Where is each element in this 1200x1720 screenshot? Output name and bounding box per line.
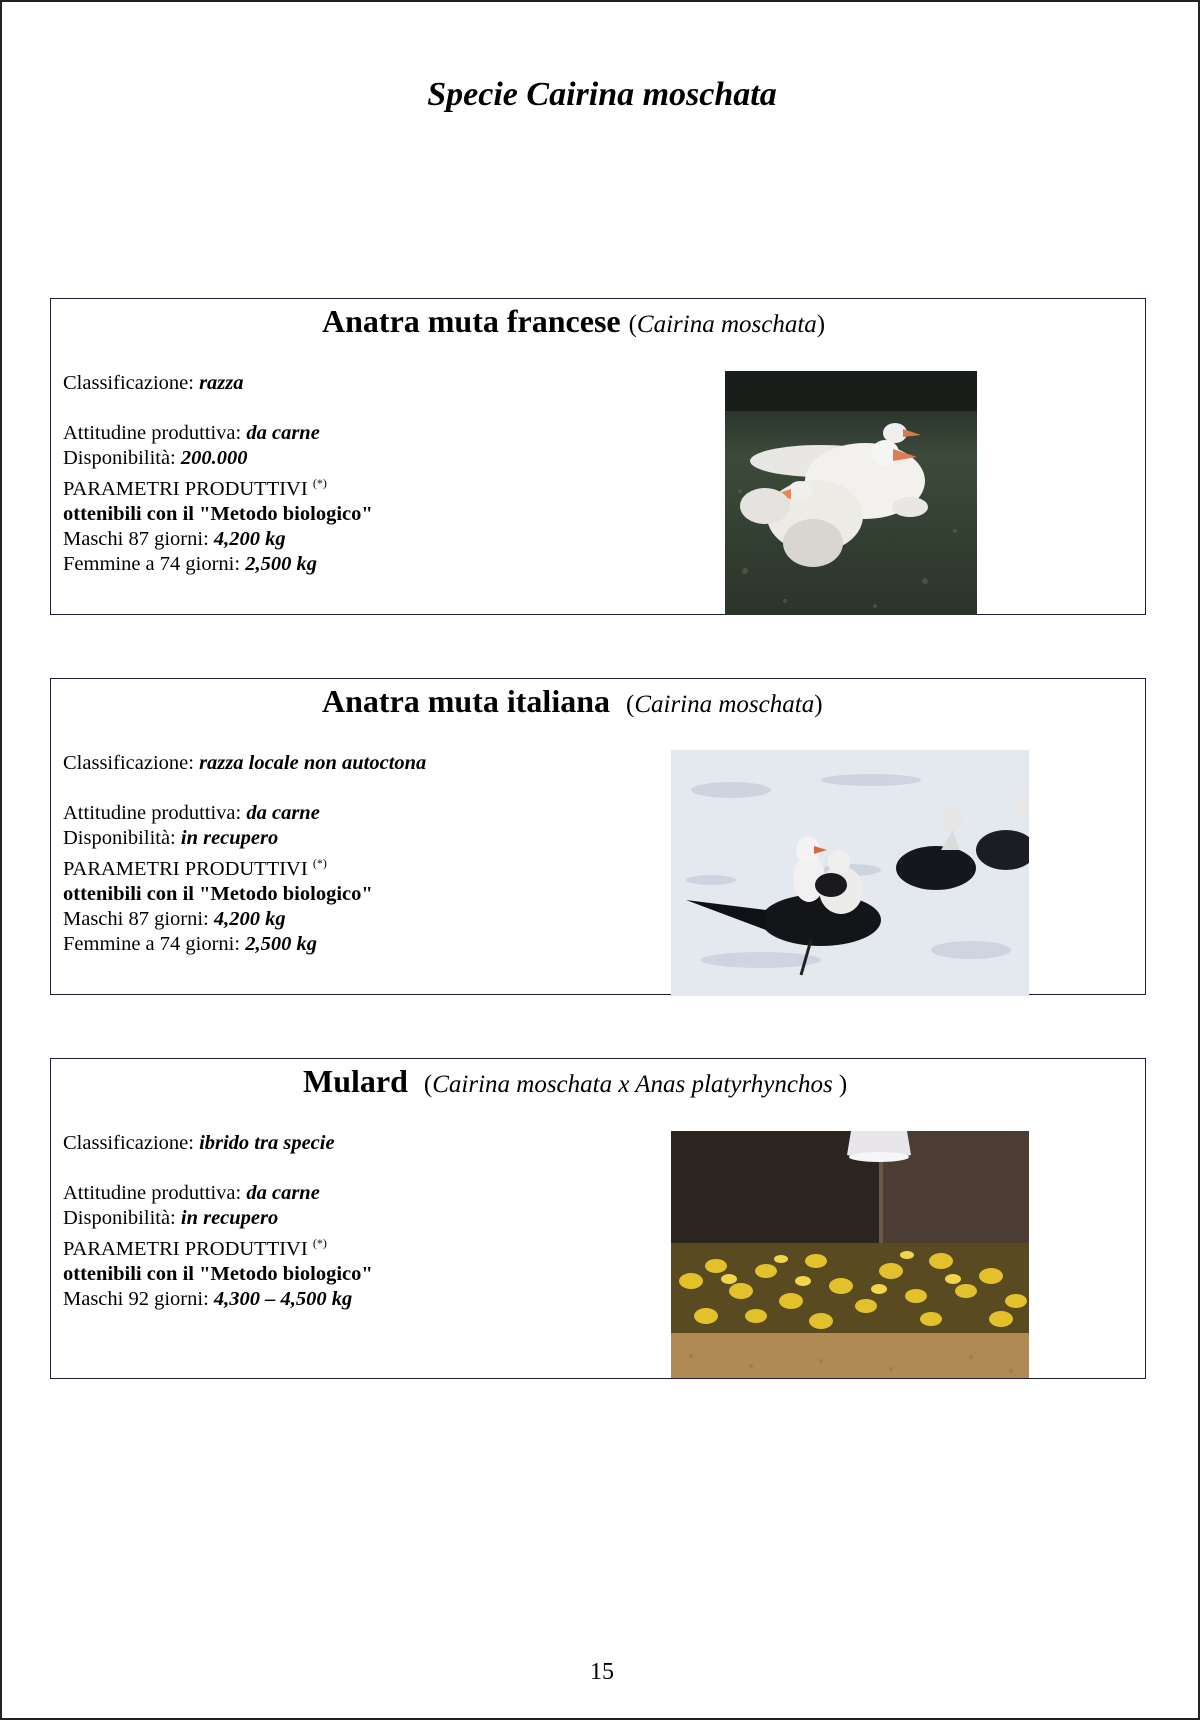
females-value: 2,500 kg: [245, 553, 317, 575]
classification-value: razza locale non autoctona: [199, 752, 427, 774]
males-label: Maschi 87 giorni:: [63, 528, 209, 550]
breed-card-anatra-muta-italiana: [50, 678, 1146, 995]
availability-label: Disponibilità:: [63, 1207, 176, 1229]
breed-card-anatra-muta-francese: [50, 298, 1146, 615]
params-label: PARAMETRI PRODUTTIVI: [63, 478, 308, 500]
breed-scientific-name: Cairina moschata: [634, 691, 815, 718]
attitude-label: Attitudine produttiva:: [63, 1182, 242, 1204]
availability-value: 200.000: [180, 447, 248, 469]
breed-title: Anatra muta francese (Cairina moschata): [322, 303, 826, 339]
males-value: 4,300 – 4,500 kg: [213, 1288, 353, 1310]
method-text: ottenibili con il "Metodo biologico": [63, 503, 373, 525]
page-title: Specie Cairina moschata: [427, 76, 777, 113]
males-value: 4,200 kg: [213, 528, 286, 550]
method-text: ottenibili con il "Metodo biologico": [63, 1263, 373, 1285]
availability-value: in recupero: [180, 1207, 279, 1229]
attitude-value: da carne: [246, 422, 320, 444]
page-number: 15: [590, 1659, 614, 1685]
breed-name: Anatra muta italiana: [322, 683, 610, 719]
photo-ducklings: [671, 1131, 1029, 1378]
males-value: 4,200 kg: [213, 908, 286, 930]
males-label: Maschi 92 giorni:: [63, 1288, 209, 1310]
breed-title: Mulard (Cairina moschata x Anas platyrhynchos ): [303, 1063, 848, 1099]
classification-label: Classificazione:: [63, 1132, 194, 1154]
attitude-value: da carne: [246, 802, 320, 824]
classification-label: Classificazione:: [63, 752, 194, 774]
breed-name: Mulard: [303, 1063, 408, 1099]
params-label: PARAMETRI PRODUTTIVI: [63, 858, 308, 880]
availability-value: in recupero: [180, 827, 279, 849]
females-label: Femmine a 74 giorni:: [63, 933, 241, 955]
params-footnote: (*): [312, 1236, 327, 1250]
params-footnote: (*): [312, 856, 327, 870]
breed-scientific-name: Cairina moschata x Anas platyrhynchos: [432, 1071, 833, 1098]
breed-title: Anatra muta italiana (Cairina moschata): [322, 683, 823, 719]
classification-value: ibrido tra specie: [199, 1132, 335, 1154]
params-footnote: (*): [312, 476, 327, 490]
females-value: 2,500 kg: [245, 933, 317, 955]
breed-card-mulard: [50, 1058, 1146, 1379]
attitude-value: da carne: [246, 1182, 320, 1204]
availability-label: Disponibilità:: [63, 827, 176, 849]
params-label: PARAMETRI PRODUTTIVI: [63, 1238, 308, 1260]
method-text: ottenibili con il "Metodo biologico": [63, 883, 373, 905]
attitude-label: Attitudine produttiva:: [63, 422, 242, 444]
photo-ducks-on-snow: [671, 750, 1029, 996]
breed-info: [63, 751, 426, 957]
breed-scientific-name: Cairina moschata: [636, 311, 817, 338]
classification-label: Classificazione:: [63, 372, 194, 394]
attitude-label: Attitudine produttiva:: [63, 802, 242, 824]
females-label: Femmine a 74 giorni:: [63, 553, 241, 575]
availability-label: Disponibilità:: [63, 447, 176, 469]
breed-name: Anatra muta francese: [322, 303, 621, 339]
breed-info: [63, 371, 373, 577]
males-label: Maschi 87 giorni:: [63, 908, 209, 930]
breed-info: [63, 1131, 373, 1312]
photo-white-ducks: [725, 371, 977, 615]
classification-value: razza: [199, 372, 244, 394]
